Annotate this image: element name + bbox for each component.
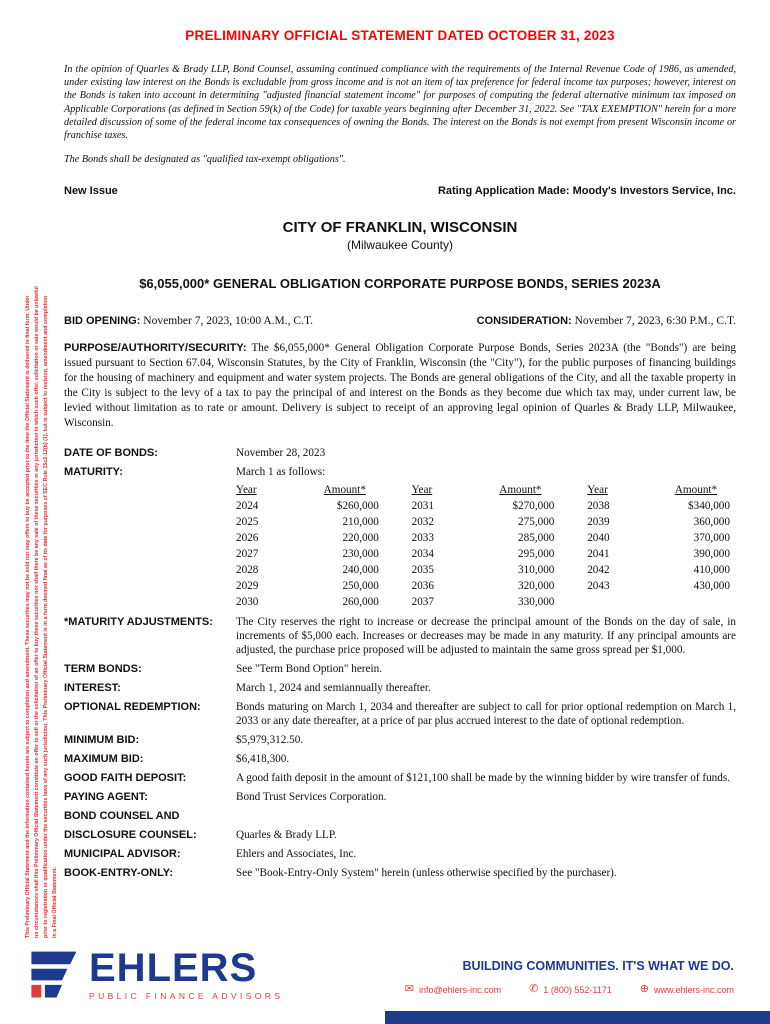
detail-value-text: March 1, 2024 and semiannually thereafter. [236,682,431,695]
detail-label: PAYING AGENT: [64,791,148,804]
purpose-text: The $6,055,000* General Obligation Corporate Purpose Bonds, Series 2023A (the "Bonds") are being issued pursuant to Section 67.04, Wisconsin Statutes, by the City of Franklin, Wisconsin (the "City"), for the public purposes of financing buildings for the housing of machinery and equipment and water system projects. The Bonds are general obligations of the City, and all the taxable property in the City is subject to the levy of a tax to pay the principal of and interest on the Bonds as they become due which tax may, under current law, be levied without limitation as to rate or amount. Delivery is subject to receipt of an approving legal opinion of Quarles & Brady LLP, Milwaukee, Wisconsin. [64,342,736,430]
detail-row [64,615,736,657]
detail-row [64,809,736,823]
contact-text: www.ehlers-inc.com [653,984,734,995]
detail-value [236,771,736,785]
maturity-amount: 260,000 [342,596,379,609]
detail-value-text: See "Term Bond Option" herein. [236,663,382,676]
detail-row [64,828,736,842]
maturity-year: 2032 [411,516,434,529]
footer-right [405,959,734,995]
purpose-paragraph [64,341,736,431]
document-content [64,0,736,885]
contact-item[interactable] [529,984,612,995]
maturity-amount: 230,000 [342,548,379,561]
contact-text: 1 (800) 552-1171 [543,984,612,995]
detail-value-text: $6,418,300. [236,753,290,766]
maturity-amount: 360,000 [693,516,730,529]
consideration [477,315,736,327]
footer-accent-bar [385,1011,770,1024]
detail-label: DATE OF BONDS: [64,447,158,460]
ehlers-logo [26,948,283,1007]
email-icon: ✉ [404,983,414,995]
new-issue-label: New Issue [64,185,118,198]
detail-label: MINIMUM BID: [64,734,140,747]
detail-value [236,790,736,804]
detail-value-text: November 28, 2023 [236,447,326,460]
detail-label: MATURITY: [64,466,123,479]
maturity-year: 2043 [587,580,610,593]
detail-value [236,828,736,842]
maturity-year: 2031 [411,500,434,513]
ehlers-wordmark [89,948,283,1001]
maturity-year: 2028 [236,564,259,577]
sidebar-disclaimer-line: This Preliminary Official Statement and the information contained herein are subject to completion and amendment. These securities may not be sold nor may offers to buy be accepted prior to the time the Official Statement is delivered in final form. Under [25,295,31,938]
detail-value [236,847,736,861]
document-title: PRELIMINARY OFFICIAL STATEMENT DATED OCTOBER 31, 2023 [185,28,615,43]
maturity-amount: 240,000 [342,564,379,577]
maturity-year: 2039 [587,516,610,529]
issuer-name: CITY OF FRANKLIN, WISCONSIN [282,219,518,237]
detail-value-text: Bond Trust Services Corporation. [236,791,387,804]
rating-label: Rating Application Made: Moody's Investors Service, Inc. [437,185,736,198]
bond-title: $6,055,000* GENERAL OBLIGATION CORPORATE PURPOSE BONDS, SERIES 2023A [139,276,661,292]
sidebar-disclaimer-line: no circumstances shall this Preliminary Official Statement constitute an offer to sell or the solicitation of an offer to buy these securities nor shall there be any sale of these securities in any jurisdiction in which such offer, solicitation or sale would be unlawful [34,286,40,938]
detail-row [64,752,736,766]
detail-label: BOOK-ENTRY-ONLY: [64,867,173,880]
maturity-amount: $260,000 [336,500,379,513]
detail-value [236,700,736,728]
maturity-amount: 250,000 [342,580,379,593]
detail-row [64,866,736,880]
bid-row [64,315,736,327]
maturity-year: 2038 [587,500,610,513]
detail-row [64,733,736,747]
detail-row [64,771,736,785]
detail-label: MAXIMUM BID: [64,753,144,766]
opinion-paragraph: In the opinion of Quarles & Brady LLP, Bond Counsel, assuming continued compliance with the requirements of the Internal Revenue Code of 1986, as amended, under existing law interest on the Bonds is excludable from gross income and is not an item of tax preference for federal income tax purposes; however, interest on the Bonds is taken into account in determining "adjusted financial statement income" for purposes of computing the federal alternative minimum tax imposed on Applicable Corporations (as defined in Section 59(k) of the Code) for taxable years beginning after December 31, 2022. See "TAX EXEMPTION" herein for a more detailed discussion of some of the federal income tax consequences of owning the Bonds. The interest on the Bonds is not exempt from present Wisconsin income or franchise taxes. [64,64,736,142]
designation-note: The Bonds shall be designated as "qualified tax-exempt obligations". [64,154,346,166]
ehlers-logo-subtext: PUBLIC FINANCE ADVISORS [89,991,284,1001]
maturity-year: 2040 [587,532,610,545]
footer [0,933,770,1011]
maturity-year: 2041 [587,548,610,561]
issuer-county: (Milwaukee County) [346,238,454,253]
detail-value-text: Bonds maturing on March 1, 2034 and thereafter are subject to call for prior optional redemption on March 1, 2033 or any date thereafter, at a price of par plus accrued interest to the date of optional redemption. [236,701,736,728]
maturity-year [587,594,629,610]
detail-label: OPTIONAL REDEMPTION: [64,701,201,714]
consideration-value: November 7, 2023, 6:30 P.M., C.T. [574,315,736,328]
maturity-year: 2042 [587,564,610,577]
maturity-amount: 295,000 [518,548,555,561]
ehlers-logo-icon [26,948,80,1007]
issue-row [64,185,736,197]
maturity-year: 2035 [411,564,434,577]
footer-tagline: BUILDING COMMUNITIES. IT'S WHAT WE DO. [462,959,734,973]
maturity-amount: 285,000 [518,532,555,545]
contact-item[interactable] [640,984,734,995]
maturity-table [236,482,736,610]
maturity-amount: 410,000 [693,564,730,577]
consideration-label: CONSIDERATION: [476,315,572,328]
contact-text: info@ehlers-inc.com [418,984,502,995]
detail-label: GOOD FAITH DEPOSIT: [64,772,187,785]
footer-contacts [405,984,734,995]
detail-value-text: $5,979,312.50. [236,734,304,747]
sidebar-disclaimer [25,58,59,938]
maturity-header: Year [236,484,257,497]
maturity-year: 2029 [236,580,259,593]
details-list [64,446,736,880]
detail-row [64,446,736,460]
detail-label: DISCLOSURE COUNSEL: [64,829,197,842]
maturity-amount: 330,000 [518,596,555,609]
detail-value-text: Quarles & Brady LLP. [236,829,337,842]
bid-opening [64,315,313,327]
maturity-amount: 370,000 [693,532,730,545]
detail-value [236,866,736,880]
detail-value [236,446,736,460]
maturity-amount: 220,000 [342,532,379,545]
detail-value [236,681,736,695]
maturity-amount [656,594,736,610]
maturity-amount: 320,000 [518,580,555,593]
maturity-header: Year [411,484,433,497]
detail-label: *MATURITY ADJUSTMENTS: [64,616,213,629]
maturity-year: 2026 [236,532,259,545]
detail-value-text: A good faith deposit in the amount of $121,100 shall be made by the winning bidder by wire transfer of funds. [236,772,731,785]
detail-row [64,662,736,676]
detail-label: TERM BONDS: [64,663,142,676]
detail-row [64,790,736,804]
phone-icon: ✆ [529,983,539,995]
detail-label: MUNICIPAL ADVISOR: [64,848,181,861]
maturity-year: 2025 [236,516,259,529]
detail-value-text: Ehlers and Associates, Inc. [236,848,357,861]
detail-value [236,615,736,657]
bid-opening-value: November 7, 2023, 10:00 A.M., C.T. [143,315,314,328]
maturity-year: 2033 [411,532,434,545]
globe-icon: ⊕ [639,983,649,995]
detail-value-text: March 1 as follows: [236,466,326,479]
maturity-header: Year [587,484,608,497]
maturity-year: 2024 [236,500,259,513]
detail-value [236,662,736,676]
detail-value [236,733,736,747]
contact-item[interactable] [405,984,501,995]
maturity-year: 2036 [411,580,434,593]
detail-value-text: See "Book-Entry-Only System" herein (unless otherwise specified by the purchaser). [236,867,617,880]
maturity-year: 2030 [236,596,259,609]
detail-row [64,681,736,695]
detail-label: INTEREST: [64,682,121,695]
detail-value [236,752,736,766]
maturity-year: 2037 [411,596,434,609]
maturity-amount: $270,000 [512,500,555,513]
maturity-amount: 390,000 [693,548,730,561]
maturity-year: 2027 [236,548,259,561]
maturity-amount: $340,000 [688,500,730,513]
maturity-header: Amount* [323,484,366,497]
maturity-amount: 210,000 [342,516,379,529]
detail-value [236,465,736,610]
maturity-header: Amount* [674,484,718,497]
detail-value-text: The City reserves the right to increase or decrease the principal amount of the Bonds on the day of sale, in increments of $5,000 each. Increases or decreases may be made in any maturity. If any principal amounts are adjusted, the purchase price proposed will be adjusted to maintain the same gross spread per $1,000. [236,616,736,657]
maturity-header: Amount* [499,484,542,497]
maturity-amount: 275,000 [518,516,555,529]
sidebar-disclaimer-line: in a Final Official Statement. [52,867,58,938]
maturity-amount: 310,000 [518,564,555,577]
detail-row [64,847,736,861]
bid-opening-label: BID OPENING: [64,315,141,328]
detail-value [236,809,736,823]
detail-label: BOND COUNSEL AND [64,810,180,823]
maturity-amount: 430,000 [693,580,730,593]
detail-row [64,700,736,728]
sidebar-disclaimer-line: prior to registration or qualification under the securities laws of any such jurisdiction. This Preliminary Official Statement is in a form deemed final as of its date for purposes of SEC Rule 15c2-12(b) (1), but is subject to revision, amendment and completion [43,295,49,938]
ehlers-logo-text: EHLERS [89,946,258,990]
maturity-year: 2034 [411,548,434,561]
detail-row [64,465,736,610]
purpose-label: PURPOSE/AUTHORITY/SECURITY: [64,342,247,355]
